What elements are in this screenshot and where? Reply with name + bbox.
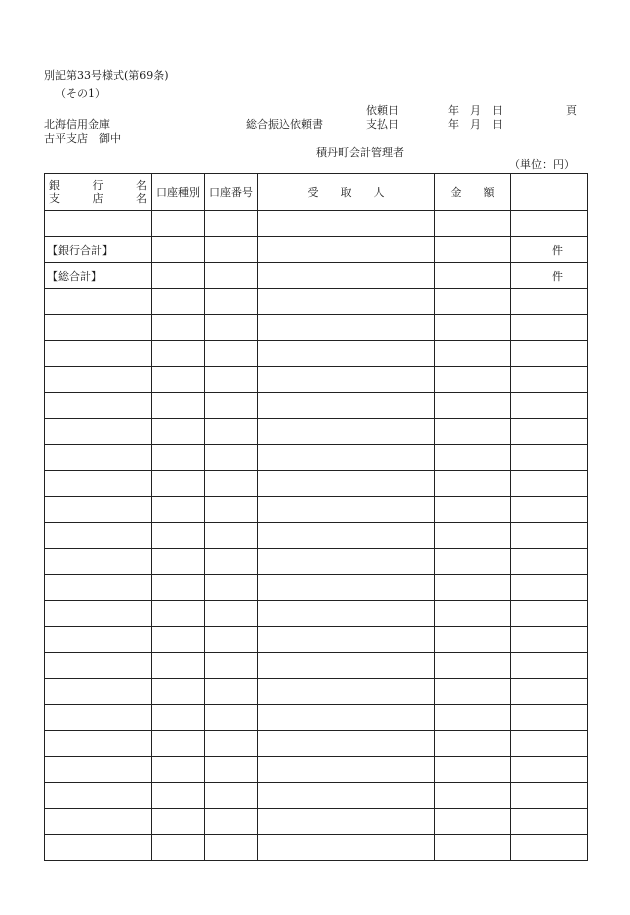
cell-account-type <box>152 367 205 393</box>
table-row <box>45 341 588 367</box>
cell-amount <box>435 783 511 809</box>
request-date-value: 年 月 日 <box>448 104 503 117</box>
cell-amount <box>435 263 511 289</box>
cell-bank-branch <box>45 783 152 809</box>
table-row <box>45 835 588 861</box>
cell-account-type <box>152 315 205 341</box>
cell-bank-branch <box>45 809 152 835</box>
cell-recipient <box>258 705 435 731</box>
cell-amount <box>435 731 511 757</box>
cell-amount <box>435 445 511 471</box>
cell-account-number <box>205 601 258 627</box>
cell-recipient <box>258 367 435 393</box>
cell-account-type <box>152 809 205 835</box>
cell-account-number <box>205 679 258 705</box>
cell-count <box>511 627 588 653</box>
cell-account-type <box>152 237 205 263</box>
cell-account-type <box>152 835 205 861</box>
cell-bank-branch: 【銀行合計】 <box>45 237 152 263</box>
cell-bank-branch <box>45 627 152 653</box>
cell-amount <box>435 549 511 575</box>
cell-account-type <box>152 783 205 809</box>
cell-amount <box>435 211 511 237</box>
cell-bank-branch: 【総合計】 <box>45 263 152 289</box>
cell-amount <box>435 523 511 549</box>
cell-recipient <box>258 445 435 471</box>
cell-bank-branch <box>45 419 152 445</box>
cell-amount <box>435 237 511 263</box>
cell-amount <box>435 705 511 731</box>
cell-account-type <box>152 393 205 419</box>
cell-account-type <box>152 211 205 237</box>
cell-account-type <box>152 419 205 445</box>
cell-bank-branch <box>45 393 152 419</box>
cell-account-type <box>152 497 205 523</box>
cell-bank-branch <box>45 497 152 523</box>
cell-amount <box>435 809 511 835</box>
table-row <box>45 627 588 653</box>
cell-count <box>511 783 588 809</box>
table-row <box>45 731 588 757</box>
table-row <box>45 705 588 731</box>
cell-account-type <box>152 731 205 757</box>
cell-amount <box>435 315 511 341</box>
cell-count <box>511 289 588 315</box>
cell-account-type <box>152 445 205 471</box>
cell-recipient <box>258 809 435 835</box>
cell-amount <box>435 835 511 861</box>
request-date-label: 依頼日 <box>366 104 399 117</box>
cell-amount <box>435 289 511 315</box>
cell-recipient <box>258 419 435 445</box>
header-bank-branch <box>45 174 152 211</box>
cell-account-number <box>205 627 258 653</box>
cell-account-number <box>205 393 258 419</box>
cell-account-number <box>205 211 258 237</box>
table-row <box>45 237 588 263</box>
cell-account-type <box>152 341 205 367</box>
table-row <box>45 289 588 315</box>
cell-amount <box>435 497 511 523</box>
cell-amount <box>435 393 511 419</box>
cell-amount <box>435 367 511 393</box>
cell-amount <box>435 341 511 367</box>
table-row <box>45 263 588 289</box>
table-row <box>45 471 588 497</box>
cell-account-type <box>152 653 205 679</box>
document-title: 総合振込依頼書 <box>246 118 323 131</box>
table-header-row <box>45 174 588 211</box>
cell-count <box>511 601 588 627</box>
table-row <box>45 393 588 419</box>
cell-recipient <box>258 497 435 523</box>
cell-bank-branch <box>45 341 152 367</box>
cell-amount <box>435 679 511 705</box>
unit-label: （単位：円） <box>509 158 575 171</box>
header-blank <box>511 174 588 211</box>
cell-recipient <box>258 835 435 861</box>
cell-bank-branch <box>45 211 152 237</box>
cell-bank-branch <box>45 835 152 861</box>
cell-count <box>511 315 588 341</box>
cell-count <box>511 679 588 705</box>
cell-bank-branch <box>45 289 152 315</box>
header-branch-char: 名 <box>136 192 147 205</box>
cell-count <box>511 653 588 679</box>
cell-account-number <box>205 809 258 835</box>
cell-account-type <box>152 757 205 783</box>
table-row <box>45 315 588 341</box>
cell-recipient <box>258 731 435 757</box>
cell-recipient <box>258 341 435 367</box>
cell-count: 件 <box>511 263 588 289</box>
cell-amount <box>435 419 511 445</box>
cell-account-type <box>152 263 205 289</box>
cell-bank-branch <box>45 549 152 575</box>
cell-amount <box>435 653 511 679</box>
payment-date-label: 支払日 <box>366 118 399 131</box>
cell-count <box>511 705 588 731</box>
cell-recipient <box>258 211 435 237</box>
header-bank-char: 銀 <box>49 179 60 192</box>
header-bank-char: 名 <box>136 179 147 192</box>
cell-account-number <box>205 705 258 731</box>
cell-account-number <box>205 315 258 341</box>
cell-account-type <box>152 705 205 731</box>
cell-bank-branch <box>45 757 152 783</box>
cell-bank-branch <box>45 367 152 393</box>
cell-account-type <box>152 523 205 549</box>
header-account-number: 口座番号 <box>205 174 258 211</box>
cell-account-number <box>205 471 258 497</box>
cell-account-type <box>152 549 205 575</box>
cell-count <box>511 835 588 861</box>
cell-account-number <box>205 549 258 575</box>
cell-count <box>511 471 588 497</box>
cell-account-number <box>205 341 258 367</box>
cell-recipient <box>258 627 435 653</box>
cell-count <box>511 523 588 549</box>
cell-amount <box>435 627 511 653</box>
cell-bank-branch <box>45 705 152 731</box>
cell-recipient <box>258 549 435 575</box>
cell-bank-branch <box>45 679 152 705</box>
table-row <box>45 757 588 783</box>
table-row <box>45 679 588 705</box>
cell-recipient <box>258 575 435 601</box>
table-row <box>45 211 588 237</box>
cell-account-type <box>152 471 205 497</box>
cell-bank-branch <box>45 471 152 497</box>
cell-account-number <box>205 731 258 757</box>
cell-account-number <box>205 367 258 393</box>
cell-bank-branch <box>45 601 152 627</box>
cell-bank-branch <box>45 653 152 679</box>
cell-account-number <box>205 497 258 523</box>
table-row <box>45 549 588 575</box>
cell-count <box>511 757 588 783</box>
form-subtitle: （その1） <box>55 87 106 100</box>
cell-recipient <box>258 783 435 809</box>
cell-account-type <box>152 601 205 627</box>
cell-recipient <box>258 523 435 549</box>
cell-account-number <box>205 289 258 315</box>
payment-date-value: 年 月 日 <box>448 118 503 131</box>
header-amount: 金 額 <box>435 174 511 211</box>
cell-account-number <box>205 445 258 471</box>
cell-count <box>511 497 588 523</box>
cell-bank-branch <box>45 731 152 757</box>
cell-amount <box>435 471 511 497</box>
cell-recipient <box>258 679 435 705</box>
table-row <box>45 575 588 601</box>
table-row <box>45 523 588 549</box>
cell-count <box>511 575 588 601</box>
cell-account-number <box>205 575 258 601</box>
header-recipient: 受 取 人 <box>258 174 435 211</box>
cell-account-type <box>152 289 205 315</box>
cell-count <box>511 419 588 445</box>
cell-count: 件 <box>511 237 588 263</box>
table-row <box>45 445 588 471</box>
cell-account-number <box>205 653 258 679</box>
table-row <box>45 367 588 393</box>
cell-count <box>511 731 588 757</box>
cell-count <box>511 367 588 393</box>
cell-recipient <box>258 653 435 679</box>
cell-bank-branch <box>45 315 152 341</box>
issuer: 積丹町会計管理者 <box>316 146 404 159</box>
cell-recipient <box>258 393 435 419</box>
cell-bank-branch <box>45 523 152 549</box>
table-row <box>45 653 588 679</box>
cell-bank-branch <box>45 575 152 601</box>
cell-account-type <box>152 627 205 653</box>
table-row <box>45 783 588 809</box>
cell-amount <box>435 575 511 601</box>
cell-recipient <box>258 601 435 627</box>
cell-recipient <box>258 289 435 315</box>
page-label: 頁 <box>566 104 577 117</box>
cell-account-type <box>152 575 205 601</box>
bank-name: 北海信用金庫 <box>44 118 110 131</box>
table-row <box>45 419 588 445</box>
cell-amount <box>435 601 511 627</box>
cell-count <box>511 445 588 471</box>
cell-amount <box>435 757 511 783</box>
cell-account-number <box>205 757 258 783</box>
cell-account-number <box>205 419 258 445</box>
cell-count <box>511 393 588 419</box>
table-row <box>45 497 588 523</box>
header-account-type: 口座種別 <box>152 174 205 211</box>
cell-bank-branch <box>45 445 152 471</box>
cell-count <box>511 341 588 367</box>
cell-account-number <box>205 523 258 549</box>
cell-recipient <box>258 471 435 497</box>
cell-account-number <box>205 263 258 289</box>
cell-count <box>511 549 588 575</box>
header-branch-char: 支 <box>49 192 60 205</box>
cell-account-number <box>205 237 258 263</box>
header-branch-char: 店 <box>92 192 104 205</box>
branch-addressee: 古平支店 御中 <box>44 132 121 145</box>
cell-account-number <box>205 835 258 861</box>
cell-count <box>511 211 588 237</box>
cell-recipient <box>258 315 435 341</box>
cell-recipient <box>258 757 435 783</box>
cell-account-type <box>152 679 205 705</box>
cell-account-number <box>205 783 258 809</box>
cell-count <box>511 809 588 835</box>
transfer-table <box>44 173 588 861</box>
table-row <box>45 809 588 835</box>
cell-recipient <box>258 237 435 263</box>
header-bank-char: 行 <box>92 179 104 192</box>
cell-recipient <box>258 263 435 289</box>
table-row <box>45 601 588 627</box>
form-number: 別記第33号様式(第69条) <box>44 69 169 82</box>
